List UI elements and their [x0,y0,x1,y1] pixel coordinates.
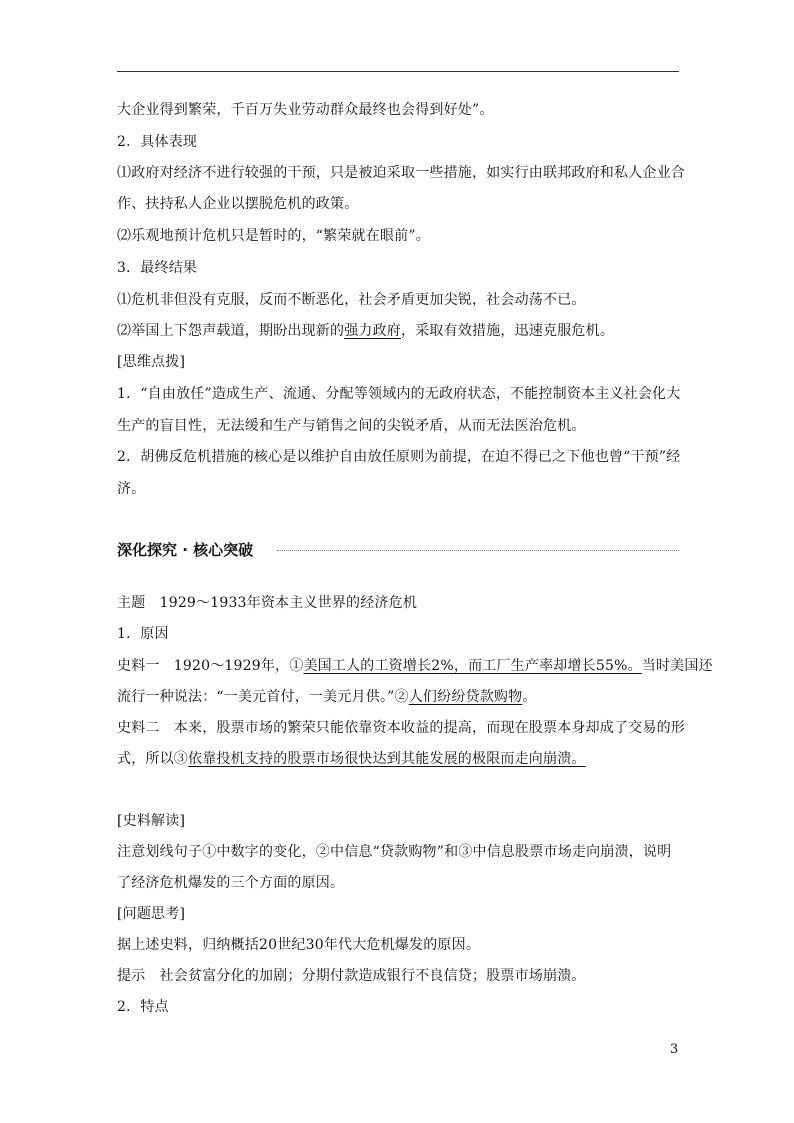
question-label: [问题思考] [117,906,186,922]
text-line: 大企业得到繁荣，千百万失业劳动群众最终也会得到好处”。 [117,102,494,118]
text-line: 作、扶持私人企业以摆脱危机的政策。 [117,196,359,212]
underlined-sentence-1: 美国工人的工资增长2%，而工厂生产率却增长55%。 [303,658,642,674]
underlined-sentence-3: 依靠投机支持的股票市场很快达到其能发展的极限而走向崩溃。 [188,751,586,767]
text-segment: 流行一种说法：“一美元首付，一美元月供。”② [117,689,409,705]
header-rule [117,71,679,72]
text-line: 据上述史料，归纳概括20世纪30年代大危机爆发的原因。 [117,937,481,953]
text-line: 史料二 本来，股票市场的繁荣只能依靠资本收益的提高，而现在股票本身却成了交易的形 [117,720,685,736]
text-line: 了经济危机爆发的三个方面的原因。 [117,875,345,891]
text-line: 2．胡佛反危机措施的核心是以维护自由放任原则为前提，在迫不得已之下他也曾“干预”经 [117,449,681,465]
source-interpretation-label: [史料解读] [117,813,186,829]
text-line: ⑴政府对经济不进行较强的干预，只是被迫采取一些措施，如实行由联邦政府和私人企业合 [117,165,685,181]
text-line: 1．“自由放任”造成生产、流通、分配等领域内的无政府状态，不能控制资本主义社会化大 [117,386,681,402]
text-segment: 史料一 1920～1929年，① [117,658,304,674]
subheading-characteristics: 2．特点 [117,999,169,1015]
text-line: 生产的盲目性，无法缓和生产与销售之间的尖锐矛盾，从而无法医治危机。 [117,418,586,434]
text-line [117,656,713,676]
subheading-causes: 1．原因 [117,626,169,642]
section-header [117,538,679,562]
underlined-keyword: 强力政府 [344,323,402,339]
underlined-sentence-2: 人们纷纷贷款购物 [408,689,523,705]
text-line: ⑴危机非但没有克服，反而不断恶化，社会矛盾更加尖锐，社会动荡不已。 [117,292,586,308]
text-line: 提示 社会贫富分化的加剧；分期付款造成银行不良信贷；股票市场崩溃。 [117,968,586,984]
text-line [117,749,586,769]
text-line: 注意划线句子①中数字的变化，②中信息“贷款购物”和③中信息股票市场走向崩溃，说明 [117,844,672,860]
text-line: 济。 [117,481,146,497]
text-line [117,687,537,707]
subheading-specific-manifestations: 2．具体表现 [117,134,198,150]
thinking-tips-label: [思维点拨] [117,354,186,370]
text-line [117,321,614,341]
text-segment: ，采取有效措施，迅速克服危机。 [401,323,615,339]
text-segment: 。 [522,689,537,705]
subheading-final-result: 3．最终结果 [117,260,198,276]
text-segment: 式，所以③ [117,751,188,767]
text-segment: 当时美国还 [641,658,713,674]
section-title: 深化探究 · 核心突破 [117,541,254,559]
topic-heading: 主题 1929～1933年资本主义世界的经济危机 [117,595,418,611]
text-segment: ⑵举国上下怨声载道，期盼出现新的 [117,323,345,339]
page-number: 3 [670,1042,679,1057]
text-line: ⑵乐观地预计危机只是暂时的，“繁荣就在眼前”。 [117,228,430,244]
section-divider [277,550,679,551]
